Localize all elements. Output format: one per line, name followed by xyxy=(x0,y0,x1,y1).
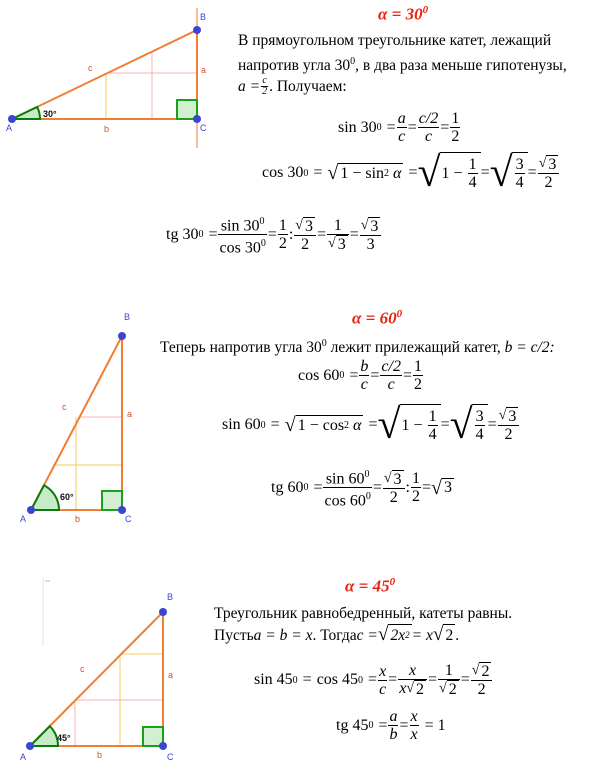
side-label-b: b xyxy=(104,124,110,134)
formula-sin45-cos45: sin 45 0 = cos 45 0 = $\frac{x}{c}$ = x x √ 2 = 1 √ 2 = √ 2 2 xyxy=(254,662,493,698)
text-line: В прямоугольном треугольнике катет, лежащий xyxy=(238,32,552,49)
vertex-label-b: B xyxy=(200,12,207,22)
vertex-label-c: C xyxy=(200,123,207,133)
vertex-b xyxy=(193,26,201,34)
formula-cos60: cos 60 0 = $\frac{b}{c}$ = $\frac{c/2}{c}$ = $\frac{1}{2}$ xyxy=(298,358,422,393)
section-30-text xyxy=(238,30,567,97)
angle-arc xyxy=(12,107,40,119)
right-angle-mark xyxy=(102,491,122,510)
vertex-label-b: B xyxy=(124,312,131,322)
formula-sin30: sin 30 0 = $\frac{a}{c}$ = $\frac{c/2}{c}$ = $\frac{1}{2}$ xyxy=(338,110,460,145)
formula-tg30: tg 30 0 = $\frac{\sin 30^0}{\cos 30^0}$ = $\frac{1}{2}$ : √ 3 2 = 1 √ 3 = √ 3 3 xyxy=(166,213,382,257)
triangle-60-diagram xyxy=(0,300,150,530)
right-angle-mark xyxy=(143,727,163,746)
section-45-text xyxy=(214,603,512,646)
vertex-c xyxy=(159,742,167,750)
text-line: Пусть a = b = x . Тогда c = √ 2x 2 = x √ 2 . xyxy=(214,624,460,646)
vertex-label-b: B xyxy=(167,592,174,602)
triangle-45-diagram xyxy=(0,576,200,776)
vertex-label-a: A xyxy=(20,752,27,762)
vertex-a xyxy=(8,115,16,123)
triangle-sides xyxy=(12,30,197,119)
formula-cos30: cos 30 0 = √ 1 − sin 2 α = √ 1 − $\frac{1}{4}$ = √ 3 4 = √ 3 2 xyxy=(262,152,560,194)
right-angle-mark xyxy=(177,100,197,119)
vertex-label-a: A xyxy=(20,514,27,524)
section-60-text: Теперь напротив угла $30^0$ лежит прилежащий катет, b = c/2: xyxy=(160,338,555,357)
side-label-b: b xyxy=(97,750,103,760)
text-line: Треугольник равнобедренный, катеты равны. xyxy=(214,605,513,622)
formula-sin60: sin 60 0 = √ 1 − cos 2 α = √ 1 − $\frac{1}{4}$ = √ 3 4 = √ 3 2 xyxy=(222,404,520,446)
angle-label-45: 45° xyxy=(57,733,71,743)
text-line: a = $\frac{c}{2}$ . Получаем: xyxy=(238,75,347,98)
vertex-label-c: C xyxy=(125,514,132,524)
side-label-a: a xyxy=(127,409,133,419)
vertex-a xyxy=(27,506,35,514)
angle-arc xyxy=(31,485,59,510)
vertex-b xyxy=(118,332,126,340)
vertex-label-a: A xyxy=(6,123,13,133)
vertex-label-c: C xyxy=(167,752,174,762)
text-line: напротив угла $30^0$, в два раза меньше гипотенузы, xyxy=(238,56,567,75)
side-label-a: a xyxy=(201,65,207,75)
side-label-a: a xyxy=(168,670,174,680)
formula-tg45: tg 45 0 = $\frac{a}{b}$ = $\frac{x}{x}$ = 1 xyxy=(336,708,446,743)
vertex-b xyxy=(159,608,167,616)
side-label-c: c xyxy=(88,63,93,73)
vertex-c xyxy=(193,115,201,123)
side-label-b: b xyxy=(75,514,81,524)
section-60-heading: $\alpha = 60^0$ xyxy=(352,308,403,328)
triangle-30-diagram xyxy=(0,0,230,150)
angle-arc xyxy=(30,726,58,746)
vertex-c xyxy=(118,506,126,514)
angle-label-60: 60° xyxy=(60,492,74,502)
formula-tg60: tg 60 0 = $\frac{\sin 60^0}{\cos 60^0}$ = √ 3 2 : $\frac{1}{2}$ = √ 3 xyxy=(271,466,454,510)
vertex-a xyxy=(26,742,34,750)
side-label-c: c xyxy=(62,402,67,412)
section-45-heading: $\alpha = 45^0$ xyxy=(345,576,396,596)
section-30-heading: $\alpha = 30^0$ xyxy=(378,4,429,24)
side-label-c: c xyxy=(80,664,85,674)
angle-label-30: 30° xyxy=(43,109,57,119)
